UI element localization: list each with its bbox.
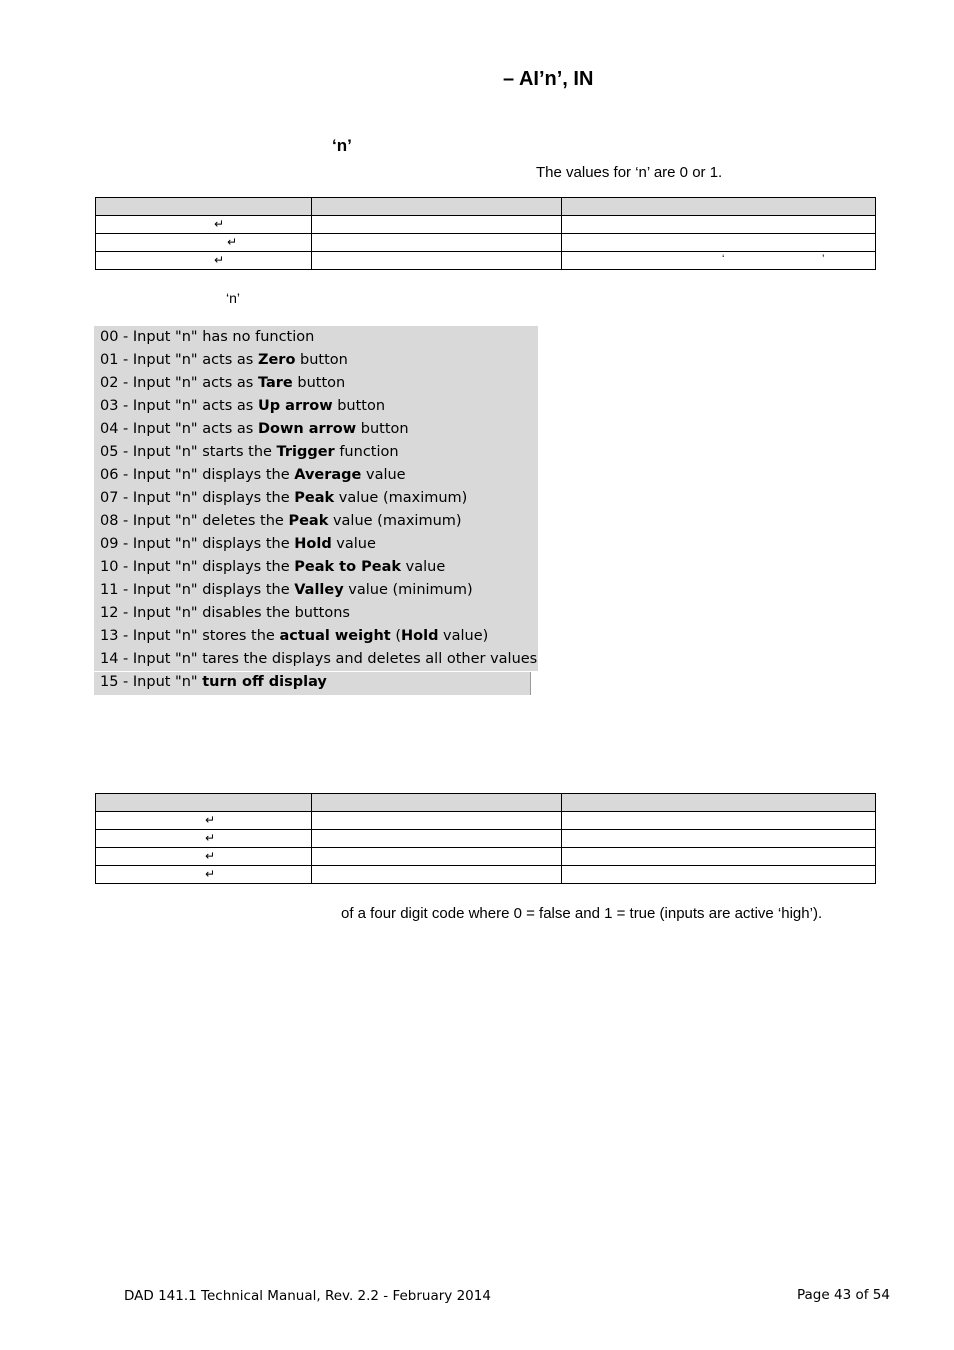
sub-heading: ‘n’ xyxy=(332,136,352,155)
function-keyword: Trigger xyxy=(276,444,335,460)
table-row xyxy=(96,848,876,866)
function-text: 14 - Input "n" tares the displays and deletes all other values xyxy=(100,651,538,667)
function-keyword: Average xyxy=(294,467,362,483)
function-list-item xyxy=(94,349,538,372)
table-row xyxy=(96,830,876,848)
command-table-1 xyxy=(95,197,876,270)
function-list-item xyxy=(94,464,538,487)
section-heading: – AI’n’, IN xyxy=(503,68,594,90)
open-quote-mark: ‘ xyxy=(722,253,725,265)
function-list-item xyxy=(94,487,538,510)
return-key-icon: ↵ xyxy=(205,831,216,845)
footer-page-number: Page 43 of 54 xyxy=(797,1287,890,1303)
function-list-item xyxy=(94,372,538,395)
return-key-icon: ↵ xyxy=(205,849,216,863)
function-text: 13 - Input "n" stores the xyxy=(100,628,280,644)
function-keyword: Hold xyxy=(401,628,439,644)
table-row xyxy=(96,866,876,884)
function-text: 05 - Input "n" starts the xyxy=(100,444,277,460)
function-text: 09 - Input "n" displays the xyxy=(100,536,295,552)
function-keyword: Zero xyxy=(257,352,296,368)
table-header-row xyxy=(96,198,876,216)
function-text: 08 - Input "n" deletes the xyxy=(100,513,289,529)
n-label: ‘n’ xyxy=(226,290,241,306)
function-list-item xyxy=(94,556,538,579)
function-text: function xyxy=(334,444,399,460)
table-header-row xyxy=(96,794,876,812)
function-keyword: Peak to Peak xyxy=(294,559,402,575)
function-keyword: Down arrow xyxy=(257,421,357,437)
function-text: 07 - Input "n" displays the xyxy=(100,490,295,506)
function-text: value xyxy=(401,559,446,575)
function-list-item xyxy=(94,648,538,671)
function-list-item xyxy=(94,625,538,648)
function-text: 10 - Input "n" displays the xyxy=(100,559,295,575)
function-text: 01 - Input "n" acts as xyxy=(100,352,258,368)
function-list-item xyxy=(94,602,538,625)
function-list-item xyxy=(94,326,538,349)
close-quote-mark: ’ xyxy=(822,253,825,265)
return-key-icon: ↵ xyxy=(214,217,225,231)
table-row xyxy=(96,812,876,830)
command-table-2 xyxy=(95,793,876,884)
function-text: value (minimum) xyxy=(343,582,473,598)
function-text: 00 - Input "n" has no function xyxy=(100,329,315,345)
function-text: button xyxy=(292,375,346,391)
return-key-icon: ↵ xyxy=(214,253,225,267)
values-note: The values for ‘n’ are 0 or 1. xyxy=(536,164,723,181)
return-key-icon: ↵ xyxy=(205,813,216,827)
function-text: ( xyxy=(390,628,401,644)
table-row xyxy=(96,216,876,234)
return-key-icon: ↵ xyxy=(227,235,238,249)
function-text: 03 - Input "n" acts as xyxy=(100,398,258,414)
function-text: value) xyxy=(438,628,489,644)
function-list-item xyxy=(94,533,538,556)
table-row xyxy=(96,234,876,252)
function-text: button xyxy=(295,352,348,368)
function-keyword: Tare xyxy=(257,375,293,391)
function-list xyxy=(94,326,538,690)
function-list-item xyxy=(94,418,538,441)
function-keyword: turn off display xyxy=(202,674,327,690)
function-keyword: Up arrow xyxy=(257,398,333,414)
function-list-item xyxy=(94,510,538,533)
function-text: value (maximum) xyxy=(328,513,462,529)
function-text: 02 - Input "n" acts as xyxy=(100,375,258,391)
function-text: button xyxy=(356,421,409,437)
function-list-item xyxy=(94,441,538,464)
function-list-item xyxy=(94,671,538,694)
function-keyword: Peak xyxy=(288,513,329,529)
function-list-item xyxy=(94,395,538,418)
table-row xyxy=(96,252,876,270)
function-keyword: actual weight xyxy=(279,628,391,644)
return-key-icon: ↵ xyxy=(205,867,216,881)
function-list-item xyxy=(94,579,538,602)
function-keyword: Hold xyxy=(294,536,332,552)
function-text: value (maximum) xyxy=(334,490,468,506)
function-text: 06 - Input "n" displays the xyxy=(100,467,295,483)
function-keyword: Valley xyxy=(294,582,344,598)
code-note: of a four digit code where 0 = false and 1 = true (inputs are active ‘high’). xyxy=(341,905,823,922)
function-text: 11 - Input "n" displays the xyxy=(100,582,295,598)
function-text: 15 - Input "n" xyxy=(100,674,203,690)
function-text: 12 - Input "n" disables the buttons xyxy=(100,605,350,621)
footer-manual-title: DAD 141.1 Technical Manual, Rev. 2.2 - February 2014 xyxy=(124,1288,491,1304)
function-keyword: Peak xyxy=(294,490,335,506)
function-text: value xyxy=(331,536,376,552)
function-text: value xyxy=(361,467,406,483)
function-text: button xyxy=(332,398,386,414)
function-text: 04 - Input "n" acts as xyxy=(100,421,258,437)
